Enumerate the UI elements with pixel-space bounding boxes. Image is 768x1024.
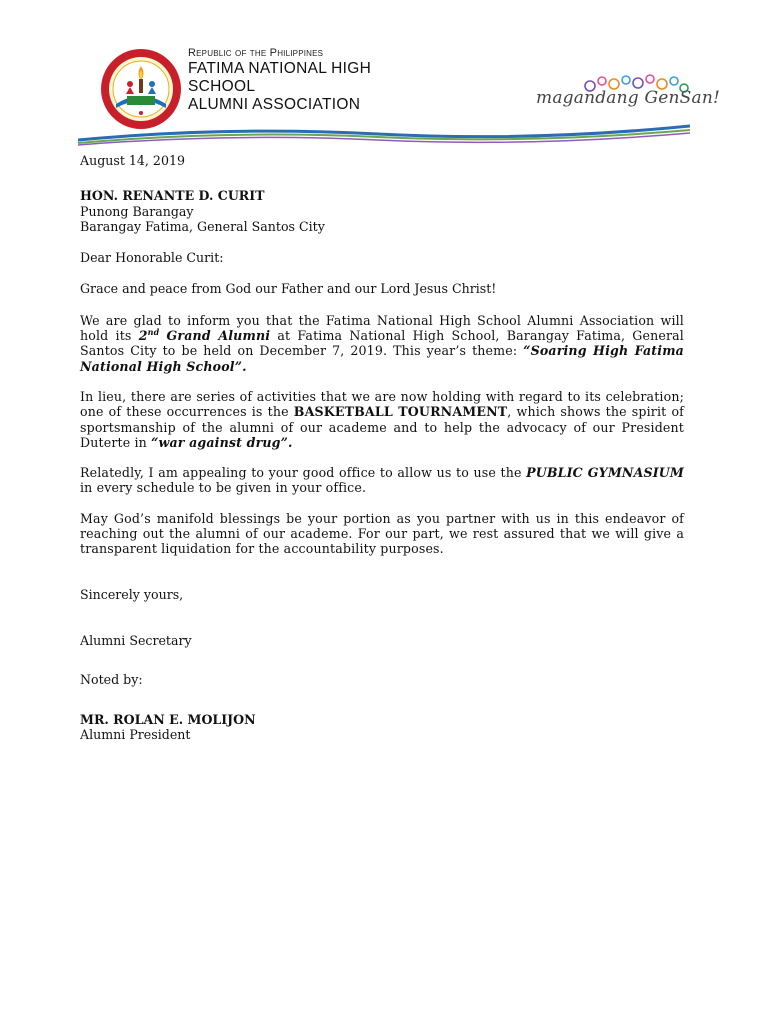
noter-name: MR. ROLAN E. MOLIJON — [80, 711, 256, 727]
organization-name-block — [188, 46, 371, 114]
header-wave-divider — [78, 118, 690, 148]
greeting: Grace and peace from God our Father and our Lord Jesus Christ! — [80, 281, 497, 297]
p3-text-a: Relatedly, I am appealing to your good office to allow us to use the — [80, 465, 527, 481]
paragraph-event-announcement — [80, 313, 684, 374]
republic-line: Republic of the Philippines — [188, 47, 324, 59]
p1-ordinal-suffix: nd — [147, 326, 160, 337]
magandang-gensan-text: magandang GenSan! — [536, 88, 721, 108]
paragraph-activities — [80, 389, 684, 450]
closing: Sincerely yours, — [80, 586, 184, 602]
letterhead — [0, 0, 768, 150]
org-name-line-1: FATIMA NATIONAL HIGH — [188, 60, 372, 77]
noted-by-label: Noted by: — [80, 672, 143, 688]
p1-event-name: Grand Alumni — [166, 328, 271, 344]
recipient-name: HON. RENANTE D. CURIT — [80, 188, 265, 204]
p1-ordinal: 2 — [138, 328, 148, 344]
p2-campaign: “war against drug”. — [151, 434, 293, 450]
signatory-title: Alumni Secretary — [80, 632, 192, 648]
salutation: Dear Honorable Curit: — [80, 250, 224, 266]
p3-text-b: in every schedule to be given in your office. — [80, 480, 367, 496]
p3-venue: PUBLIC GYMNASIUM — [526, 465, 685, 481]
paragraph-blessings: May God’s manifold blessings be your portion as you partner with us in this endeavor of reaching out the alumni of our academe. For our part, we rest assured that we will give a transparent liquidation for the accountability purposes. — [80, 510, 684, 557]
recipient-address: Barangay Fatima, General Santos City — [80, 218, 325, 234]
recipient-title: Punong Barangay — [80, 203, 194, 219]
p2-tournament: BASKETBALL TOURNAMENT — [293, 404, 508, 420]
org-name-line-2: SCHOOL — [188, 78, 256, 95]
noter-title: Alumni President — [80, 726, 191, 742]
org-name-line-3: ALUMNI ASSOCIATION — [188, 96, 361, 113]
p1-text-b: at Fatima National High School, Barangay Fatima, General Santos City to be held on December 7, 2019. This year’s theme: — [80, 328, 684, 359]
paragraph-request — [80, 465, 684, 496]
letter-body — [80, 153, 684, 742]
p1-theme: “Soaring High Fatima National High School”. — [80, 343, 684, 374]
p2-text-a: In lieu, there are series of activities that we are now holding with regard to its celebration; one of these occurrences is the — [80, 388, 684, 420]
p1-text-a: We are glad to inform you that the Fatima National High School Alumni Association will hold its — [80, 312, 684, 344]
p2-text-b: , which shows the spirit of sportsmanship of the alumni of our academe and to help the advocacy of our President Duterte in — [80, 404, 684, 450]
letter-date: August 14, 2019 — [80, 153, 185, 168]
